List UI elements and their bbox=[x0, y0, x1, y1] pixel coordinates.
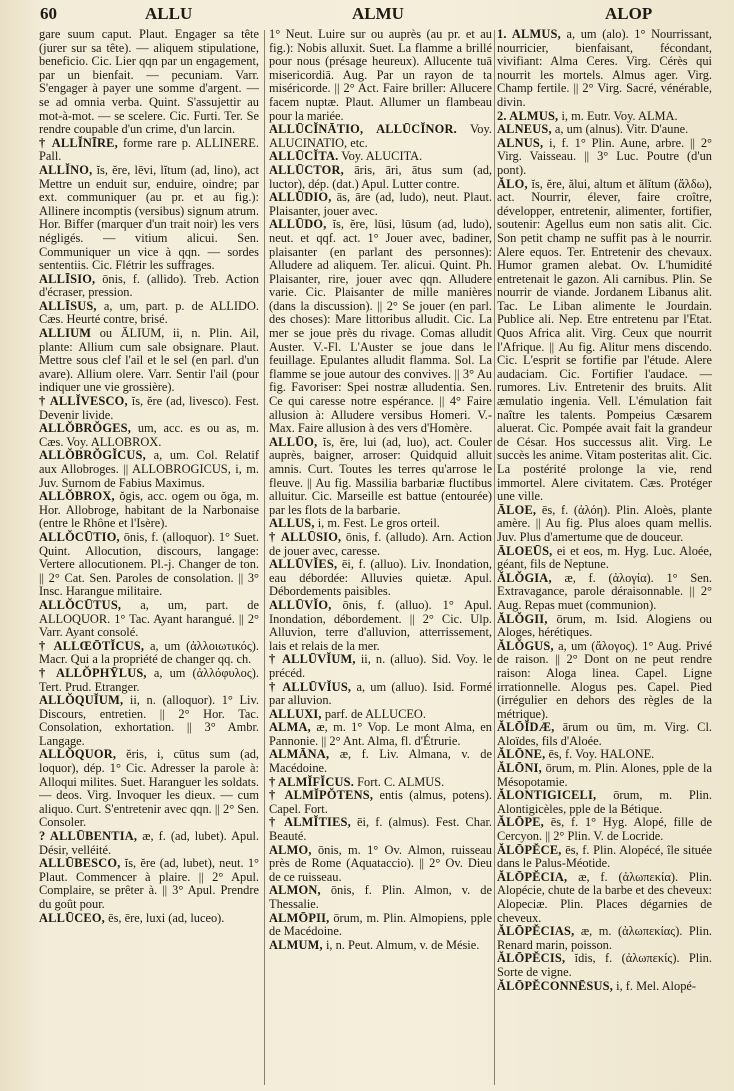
entry-definition: ōrum, m. Plin. Almopiens, pple de Macédoine. bbox=[269, 910, 492, 939]
dictionary-entry bbox=[497, 504, 712, 545]
entry-definition: æ, f. (ἀλωπεκία). Plin. Alopécie, chute de la barbe et des cheveux: Alopeciæ. Plin. Places dégarnies de cheveux. bbox=[497, 869, 712, 925]
entry-headword: † ALMĬTIES, bbox=[269, 815, 351, 830]
entry-headword: ALLŎCŪTIO, bbox=[39, 529, 120, 544]
entry-headword: ALLUXI, bbox=[269, 706, 322, 721]
entry-headword: † ALLŒŌTĬCUS, bbox=[39, 638, 145, 653]
dictionary-entry bbox=[269, 708, 492, 722]
entry-headword: ALMO, bbox=[269, 842, 312, 857]
dictionary-entry bbox=[497, 545, 712, 572]
entry-headword: ALLĬNO, bbox=[39, 162, 93, 177]
entry-headword: 1. ALMUS, bbox=[497, 28, 561, 41]
entry-headword: ALLŪDO, bbox=[269, 217, 327, 232]
entry-definition: ĭs, ĕre, ălui, altum et ălĭtum (ἄλδω), act. Nourrir, élever, faire croître, développer, entretenir, alimenter, fortifier, soutenir: Agellus eum non satis alit. Cic. Son petit champ ne suffit pas à le nourrir. Alere equos. Ter. Entretenir des chevaux. Humor gramen alebat. Ov. L'humidité entretenait le gazon. Ali carnibus. Plin. Se nourrir de viande. Jordanem Libanus alit. Tac. Le Liban alimente le Jourdain. Publice ali. Nep. Etre entretenu par l'Etat. Quos Africa alit. Virg. Ceux que nourrit l'Afrique. || Au fig. Alitur mens discendo. Cic. L'esprit se fortifie par l'étude. Alere audaciam. Cic. Fortifier l'audace. — rumores. Liv. Entretenir des bruits. Alit æmulatio ingenia. Vell. L'émulation fait naître les talents. Pompeius Cæsarem aluerat. Cic. Pompée avait fait la grandeur de César. Hos successus alit. Virg. Le succès les anime. Vitam posteritas alit. Cic. La postérité prolonge la vie, rend immortel. Alere civitatem. Cæs. Protéger une ville. bbox=[497, 176, 712, 504]
entry-headword: † ALLĬVESCO, bbox=[39, 394, 128, 409]
entry-definition: ārum ou ūm, m. Virg. Cl. Aloïdes, fils d'Aloée. bbox=[497, 720, 712, 748]
entry-headword: ALLŎBRŎGES, bbox=[39, 421, 132, 436]
entry-headword: 2. ALMUS, bbox=[497, 108, 559, 123]
entry-definition: i, f. Mel. Alopé- bbox=[616, 978, 697, 993]
entry-definition: um, acc. es ou as, m. Cæs. Voy. ALLOBROX. bbox=[39, 421, 259, 449]
entry-headword: ALLŪCĬTA. bbox=[269, 149, 339, 164]
entry-definition: ōnis, f. (alloquor). 1° Suet. Quint. Allocution, discours, langage: Vertere allocutionem. Pl.-j. Changer de ton. || 2° Cat. Sen. Paroles de consolation. || 3° Insc. Harangue militaire. bbox=[39, 529, 259, 599]
entry-headword: ALLŎBROX, bbox=[39, 489, 115, 504]
running-header bbox=[0, 4, 734, 26]
dictionary-entry bbox=[39, 694, 259, 748]
dictionary-entry bbox=[39, 300, 259, 327]
entry-definition: Voy. ALUCINATIO, etc. bbox=[269, 122, 492, 150]
entry-definition: ĭs, ĕre (ad, livesco). Fest. Devenir livide. bbox=[39, 394, 259, 422]
entry-headword: ALLŪO, bbox=[269, 434, 318, 449]
entry-definition: ŏgis, acc. ogem ou ŏga, m. Hor. Allobroge, habitant de la Narbonaise (entre le Rhône et l'Isère). bbox=[39, 489, 259, 531]
dictionary-entry bbox=[39, 667, 259, 694]
entry-headword: ĂLŌNI, bbox=[497, 761, 542, 776]
entry-headword: ALLŎCŪTUS, bbox=[39, 597, 122, 612]
entry-definition: æ, f. (ad, lubet). Apul. Désir, velléité. bbox=[39, 829, 259, 857]
dictionary-entry bbox=[39, 912, 259, 926]
dictionary-entry bbox=[497, 980, 712, 994]
dictionary-entry bbox=[497, 28, 712, 110]
entry-definition: a, um (ἀλλόφυλος). Tert. Prud. Etranger. bbox=[39, 665, 259, 694]
entry-definition: æ, m. (ἀλωπεκίας). Plin. Renard marin, poisson. bbox=[497, 924, 712, 952]
dictionary-entry bbox=[39, 490, 259, 531]
entry-headword: ALLŎQUĬUM, bbox=[39, 693, 124, 708]
entry-definition: ĭs, ĕre, lui (ad, luo), act. Couler auprès, baigner, arroser: Quidquid alluit amnis. Curt. Toutes les terres qu'arrose le fleuve. || Au fig. Massilia barbariæ fluctibus alluitur. Cic. Marseille est battue (entourée) par les flots de la barbarie. bbox=[269, 434, 492, 517]
entry-headword: ĂLŌPĔCIAS, bbox=[497, 924, 575, 939]
entry-definition: a, um (ἄλογος). 1° Aug. Privé de raison. || 2° Dont on ne peut rendre raison: Aloga linea. Capel. Ligne irrationnelle. Alogus pes. Capel. Pied (irrégulier en dehors des règles de la métrique). bbox=[497, 638, 712, 721]
column-2 bbox=[269, 28, 492, 1088]
dictionary-entry bbox=[39, 164, 259, 273]
entry-headword: ĀLOE, bbox=[497, 502, 537, 517]
dictionary-entry bbox=[39, 28, 259, 137]
entry-definition: ēs, f. Voy. HALONE. bbox=[548, 747, 655, 762]
dictionary-entry bbox=[269, 789, 492, 816]
dictionary-entry bbox=[269, 884, 492, 911]
dictionary-entry bbox=[39, 640, 259, 667]
dictionary-entry bbox=[497, 721, 712, 748]
running-head-right: ALOP bbox=[605, 4, 653, 23]
dictionary-entry bbox=[269, 748, 492, 775]
entry-definition: ĭs, ĕre, lēvi, lĭtum (ad, lino), act Mettre un enduit sur, enduire, oindre; par ext. communiquer (au pr. et au fig.): Allinere incomptis (versibus) signum atrum. Hor. Biffer (marquer d'un trait noir) les vers négligés. — vitium alicui. Sen. Communiquer un vice à qqn. — sordes sententiis. Cic. Flétrir les suffrages. bbox=[39, 162, 259, 273]
dictionary-entry bbox=[269, 517, 492, 531]
entry-definition: æ, f. (ἀλογία). 1° Sen. Extravagance, parole déraisonnable. || 2° Aug. Repas muet (communion). bbox=[497, 570, 712, 612]
entry-headword: ALLŪCTOR, bbox=[269, 162, 344, 177]
entry-headword: ĀLOEŪS, bbox=[497, 543, 553, 558]
entry-headword: ĂLŌPĔCIA, bbox=[497, 869, 568, 884]
dictionary-entry bbox=[39, 531, 259, 599]
dictionary-entry bbox=[497, 137, 712, 178]
dictionary-entry bbox=[497, 762, 712, 789]
dictionary-entry bbox=[497, 572, 712, 613]
dictionary-entry bbox=[497, 748, 712, 762]
entry-headword: † ALLĬNĪRE, bbox=[39, 135, 118, 150]
dictionary-entry bbox=[497, 816, 712, 843]
dictionary-entry bbox=[269, 653, 492, 680]
entry-definition: æ, f. Liv. Almana, v. de Macédoine. bbox=[269, 747, 492, 776]
entry-definition: ōrum, m. Isid. Alogiens ou Aloges, hérétiques. bbox=[497, 611, 712, 640]
dictionary-entry bbox=[269, 681, 492, 708]
dictionary-entry bbox=[497, 871, 712, 925]
dictionary-entry bbox=[39, 395, 259, 422]
entry-headword: † ALMĬFĬCUS. bbox=[269, 774, 355, 789]
entry-definition: ĭs, ĕre (ad, lubet), neut. 1° Plaut. Commencer à plaire. || 2° Apul. Complaire, se prêter à. || 3° Apul. Prendre du goût pour. bbox=[39, 856, 259, 911]
entry-definition: i, m. Eutr. Voy. ALMA. bbox=[561, 108, 678, 123]
entry-headword: ĂLONTIGICELI, bbox=[497, 788, 597, 803]
entry-headword: † ALLŪSIO, bbox=[269, 529, 342, 544]
entry-definition: ōnis, f. (alludo). Arn. Action de jouer avec, caresse. bbox=[269, 529, 492, 558]
entry-definition: a, um, part. de ALLOQUOR. 1° Tac. Ayant harangué. || 2° Varr. Ayant consolé. bbox=[39, 597, 259, 640]
dictionary-entry bbox=[39, 273, 259, 300]
dictionary-entry bbox=[497, 178, 712, 504]
entry-headword: ALLŪBESCO, bbox=[39, 856, 121, 871]
entry-definition: ās, āre (ad, ludo), neut. Plaut. Plaisanter, jouer avec. bbox=[269, 190, 492, 218]
entry-definition: ēi, f. (almus). Fest. Char. Beauté. bbox=[269, 815, 492, 844]
entry-headword: ? ALLŪBENTIA, bbox=[39, 829, 138, 844]
entry-definition: āris, āri, ātus sum (ad, luctor), dép. (dat.) Apul. Lutter contre. bbox=[269, 162, 492, 191]
entry-headword: † ALLŪVĬUM, bbox=[269, 652, 356, 667]
entry-headword: † ALMĬPŎTENS, bbox=[269, 788, 374, 803]
entry-definition: Fort. C. ALMUS. bbox=[357, 774, 445, 789]
dictionary-entry bbox=[269, 218, 492, 436]
dictionary-entry bbox=[269, 164, 492, 191]
entry-headword: ĂLŎGII, bbox=[497, 611, 548, 626]
entry-headword: ALLŎQUOR, bbox=[39, 747, 117, 762]
dictionary-entry bbox=[269, 844, 492, 885]
entry-definition: ii, n. (alloquor). 1° Liv. Discours, entretien. || 2° Hor. Tac. Consolation, exhortation. || 3° Ambr. Langage. bbox=[39, 693, 259, 748]
dictionary-entry bbox=[269, 150, 492, 164]
entry-definition: a, um (ἀλλοιωτικός). Macr. Qui a la propriété de changer qq. ch. bbox=[39, 638, 259, 667]
dictionary-entry bbox=[39, 830, 259, 857]
entry-headword: ALLŪCĬNĀTIO, ALLŪCĬNOR. bbox=[269, 122, 457, 137]
entry-definition: 1° Neut. Luire sur ou auprès (au pr. et au fig.): Nobis alluxit. Suet. La flamme a brillé pour nous (présage heureux). Allucente tuā misericordiā. Aug. Par un rayon de ta miséricorde. || 2° Act. Faire briller: Allucere facem nuptæ. Plaut. Allumer un flambeau pour la mariée. bbox=[269, 28, 492, 123]
entry-headword: ALLIUM bbox=[39, 326, 92, 341]
entry-definition: Voy. ALUCITA. bbox=[341, 149, 423, 164]
dictionary-entry bbox=[39, 599, 259, 640]
entry-headword: ALMUM, bbox=[269, 937, 323, 952]
dictionary-entry bbox=[497, 789, 712, 816]
entry-definition: i, n. Peut. Almum, v. de Mésie. bbox=[325, 937, 480, 952]
entry-headword: ALMON, bbox=[269, 883, 321, 898]
entry-definition: ōnis, f. (alluo). 1° Apul. Inondation, débordement. || 2° Cic. Ulp. Alluvion, terre d'alluvion, atterrissement, lais et relais de la mer. bbox=[269, 597, 492, 653]
dictionary-entry bbox=[269, 939, 492, 953]
entry-headword: ALLŪCEO, bbox=[39, 910, 105, 925]
entry-headword: ALNEUS, bbox=[497, 122, 552, 137]
entry-definition: a, um. Col. Relatif aux Allobroges. || ALLOBROGICUS, i, m. Juv. Surnom de Fabius Maximus. bbox=[39, 448, 259, 490]
dictionary-entry bbox=[39, 137, 259, 164]
entry-definition: gare suum caput. Plaut. Engager sa tête (jurer sur sa tête). — aliquem stipulatione, beneficio. Cic. Lier qqn par un engagement, par un bienfait. — pecuniam. Varr. S'engager à payer une somme d'argent. — se ad omnia verba. Quint. S'assujettir au mot-à-mot. — se scelere. Cic. Furti. Ter. Se rendre coupable d'un crime, d'un larcin. bbox=[39, 28, 259, 137]
dictionary-entry bbox=[269, 721, 492, 748]
entry-definition: ēs, f. (ἀλόη). Plin. Aloès, plante amère. || Au fig. Plus aloes quam mellis. Juv. Plus d'amertume que de douceur. bbox=[497, 502, 712, 544]
entry-definition: ou ĀLIUM, ii, n. Plin. Ail, plante: Allium cum sale obsignare. Plaut. Mettre sous clef l'ail et le sel (en parl. d'un avare). Allium olere. Varr. Sentir l'ail (pour indiquer une vie grossière). bbox=[39, 326, 259, 395]
entry-headword: ALLŪDIO, bbox=[269, 190, 332, 205]
entry-headword: ALMA, bbox=[269, 720, 311, 735]
dictionary-entry bbox=[269, 531, 492, 558]
dictionary-entry bbox=[39, 857, 259, 911]
entry-definition: ōrum, m. Plin. Alontigicèles, pple de la Bétique. bbox=[497, 788, 712, 816]
entry-headword: ĂLŌPĔCONNĒSUS, bbox=[497, 978, 614, 993]
entry-headword: ALLĪSUS, bbox=[39, 298, 97, 313]
entry-headword: ĂLŌNE, bbox=[497, 747, 546, 762]
entry-definition: ōrum, m. Plin. Alones, pple de la Mésopotamie. bbox=[497, 761, 712, 789]
entry-definition: ĭdis, f. (ἀλωπεκίς). Plin. Sorte de vigne. bbox=[497, 951, 712, 979]
entry-definition: ōnis, f. (allido). Treb. Action d'écraser, pression. bbox=[39, 271, 259, 300]
column-divider bbox=[494, 30, 495, 1085]
dictionary-entry bbox=[269, 599, 492, 653]
dictionary-entry bbox=[497, 952, 712, 979]
entry-definition: i, f. 1° Plin. Aune, arbre. || 2° Virg. Vaisseau. || 3° Luc. Poutre (d'un pont). bbox=[497, 135, 712, 177]
entry-headword: ĂLŌPĔCIS, bbox=[497, 951, 566, 966]
entry-headword: † ALLŎPHȲLUS, bbox=[39, 665, 147, 680]
dictionary-entry bbox=[39, 449, 259, 490]
entry-definition: a, um (alnus). Vitr. D'aune. bbox=[554, 122, 689, 137]
dictionary-entry bbox=[39, 422, 259, 449]
dictionary-entry bbox=[269, 436, 492, 518]
column-3 bbox=[497, 28, 712, 1088]
entry-headword: ĂLŌPE, bbox=[497, 815, 544, 830]
dictionary-entry bbox=[269, 28, 492, 123]
dictionary-entry bbox=[269, 776, 492, 790]
entry-headword: ĂLŌPĔCE, bbox=[497, 842, 562, 857]
dictionary-entry bbox=[497, 613, 712, 640]
entry-headword: † ALLŪVĬUS, bbox=[269, 679, 352, 694]
entry-headword: ALNUS, bbox=[497, 135, 544, 150]
dictionary-entry bbox=[269, 191, 492, 218]
column-1 bbox=[39, 28, 259, 1088]
entry-definition: æ, m. 1° Vop. Le mont Alma, en Pannonie. || 2° Ant. Alma, fl. d'Étrurie. bbox=[269, 720, 492, 748]
dictionary-entry bbox=[269, 816, 492, 843]
entry-headword: ALLŪVĬO, bbox=[269, 597, 332, 612]
entry-headword: ALLĪSIO, bbox=[39, 271, 96, 286]
entry-definition: ĕris, i, cūtus sum (ad, loquor), dép. 1° Cic. Adresser la parole à: Alloqui milites. Suet. Haranguer les soldats. — deos. Virg. Invoquer les dieux. — cum aliquo. Curt. S'entretenir avec qqn. || 2° Sen. Consoler. bbox=[39, 747, 259, 830]
entry-definition: ēs, f. 1° Hyg. Alopé, fille de Cercyon. || 2° Plin. V. de Locride. bbox=[497, 815, 712, 844]
dictionary-entry bbox=[497, 640, 712, 722]
entry-headword: ĂLŎGIA, bbox=[497, 570, 552, 585]
dictionary-entry bbox=[269, 123, 492, 150]
dictionary-entry bbox=[497, 110, 712, 124]
entry-headword: ALMĀNA, bbox=[269, 747, 330, 762]
entry-headword: ĂLO, bbox=[497, 176, 528, 191]
entry-definition: parf. de ALLUCEO. bbox=[324, 706, 426, 721]
dictionary-entry bbox=[39, 748, 259, 830]
entry-definition: ēs, ēre, luxi (ad, luceo). bbox=[108, 910, 225, 925]
dictionary-entry bbox=[39, 327, 259, 395]
running-head-center: ALMU bbox=[352, 4, 404, 23]
entry-headword: ĂLŎGUS, bbox=[497, 638, 554, 653]
entry-definition: entis (almus, potens). Capel. Fort. bbox=[269, 788, 492, 816]
entry-definition: ōnis, f. Plin. Almon, v. de Thessalie. bbox=[269, 883, 492, 911]
entry-definition: ei et eos, m. Hyg. Luc. Aloée, géant, fils de Neptune. bbox=[497, 543, 712, 572]
entry-headword: ALLUS, bbox=[269, 516, 315, 531]
dictionary-entry bbox=[269, 912, 492, 939]
running-head-left: ALLU bbox=[145, 4, 193, 23]
entry-headword: ĂLŌĬDÆ, bbox=[497, 720, 555, 735]
entry-definition: ēs, f. Plin. Alopécé, île située dans le Palus-Méotide. bbox=[497, 842, 712, 871]
entry-definition: i, m. Fest. Le gros orteil. bbox=[317, 516, 440, 531]
entry-definition: forme rare p. ALLINERE. Pall. bbox=[39, 135, 259, 164]
dictionary-entry bbox=[497, 925, 712, 952]
entry-headword: ALLŎBRŎGĬCUS, bbox=[39, 448, 146, 463]
entry-definition: a, um (alluo). Isid. Formé par alluvion. bbox=[269, 679, 492, 708]
dictionary-entry bbox=[497, 123, 712, 137]
entry-definition: ēi, f. (alluo). Liv. Inondation, eau débordée: Alluvies quietæ. Apul. Débordements paisibles. bbox=[269, 557, 492, 599]
dictionary-entry bbox=[497, 844, 712, 871]
entry-headword: ALMŌPII, bbox=[269, 910, 330, 925]
column-divider bbox=[264, 30, 265, 1085]
entry-definition: ĭs, ĕre, lūsi, lūsum (ad, ludo), neut. et qqf. act. 1° Jouer avec, badiner, plaisanter (en parlant des personnes): Alludere ad aliquem. Ter. alicui. Quint. Ph. Plaisanter, rire, jouer avec qqn. Alludere varie. Cic. Plaisanter de mille manières (dans la discussion). || 2° Se jouer (en parl. des choses): Mare littoribus alludit. Cic. La mer se joue près du rivage. Comas alludit Auster. V.-Fl. L'Auster se joue dans le feuillage. Epulantes alludit flamma. Sol. La flamme se joue autour des convives. || 3° Au fig. Favoriser: Spei nostræ alludentia. Sen. Ce qui caresse notre espérance. || 4° Faire allusion à: Alludere versibus Homeri. V.-Max. Faire allusion à des vers d'Homère. bbox=[269, 217, 492, 436]
entry-headword: ALLŪVĬES, bbox=[269, 557, 338, 572]
entry-definition: ōnis, m. 1° Ov. Almon, ruisseau près de Rome (Aquataccio). || 2° Ov. Dieu de ce ruisseau. bbox=[269, 842, 492, 884]
entry-definition: a, um (alo). 1° Nourrissant, nourricier, bienfaisant, fécondant, vivifiant: Alma Ceres. Virg. Cérès qui nourrit les mortels. Almus ager. Virg. Champ fertile. || 2° Virg. Sacré, vénérable, divin. bbox=[497, 28, 712, 109]
entry-definition: a, um, part. p. de ALLIDO. Cæs. Heurté contre, brisé. bbox=[39, 298, 259, 327]
dictionary-entry bbox=[269, 558, 492, 599]
entry-definition: ii, n. (alluo). Sid. Voy. le précéd. bbox=[269, 652, 492, 680]
page-number: 60 bbox=[40, 4, 57, 23]
